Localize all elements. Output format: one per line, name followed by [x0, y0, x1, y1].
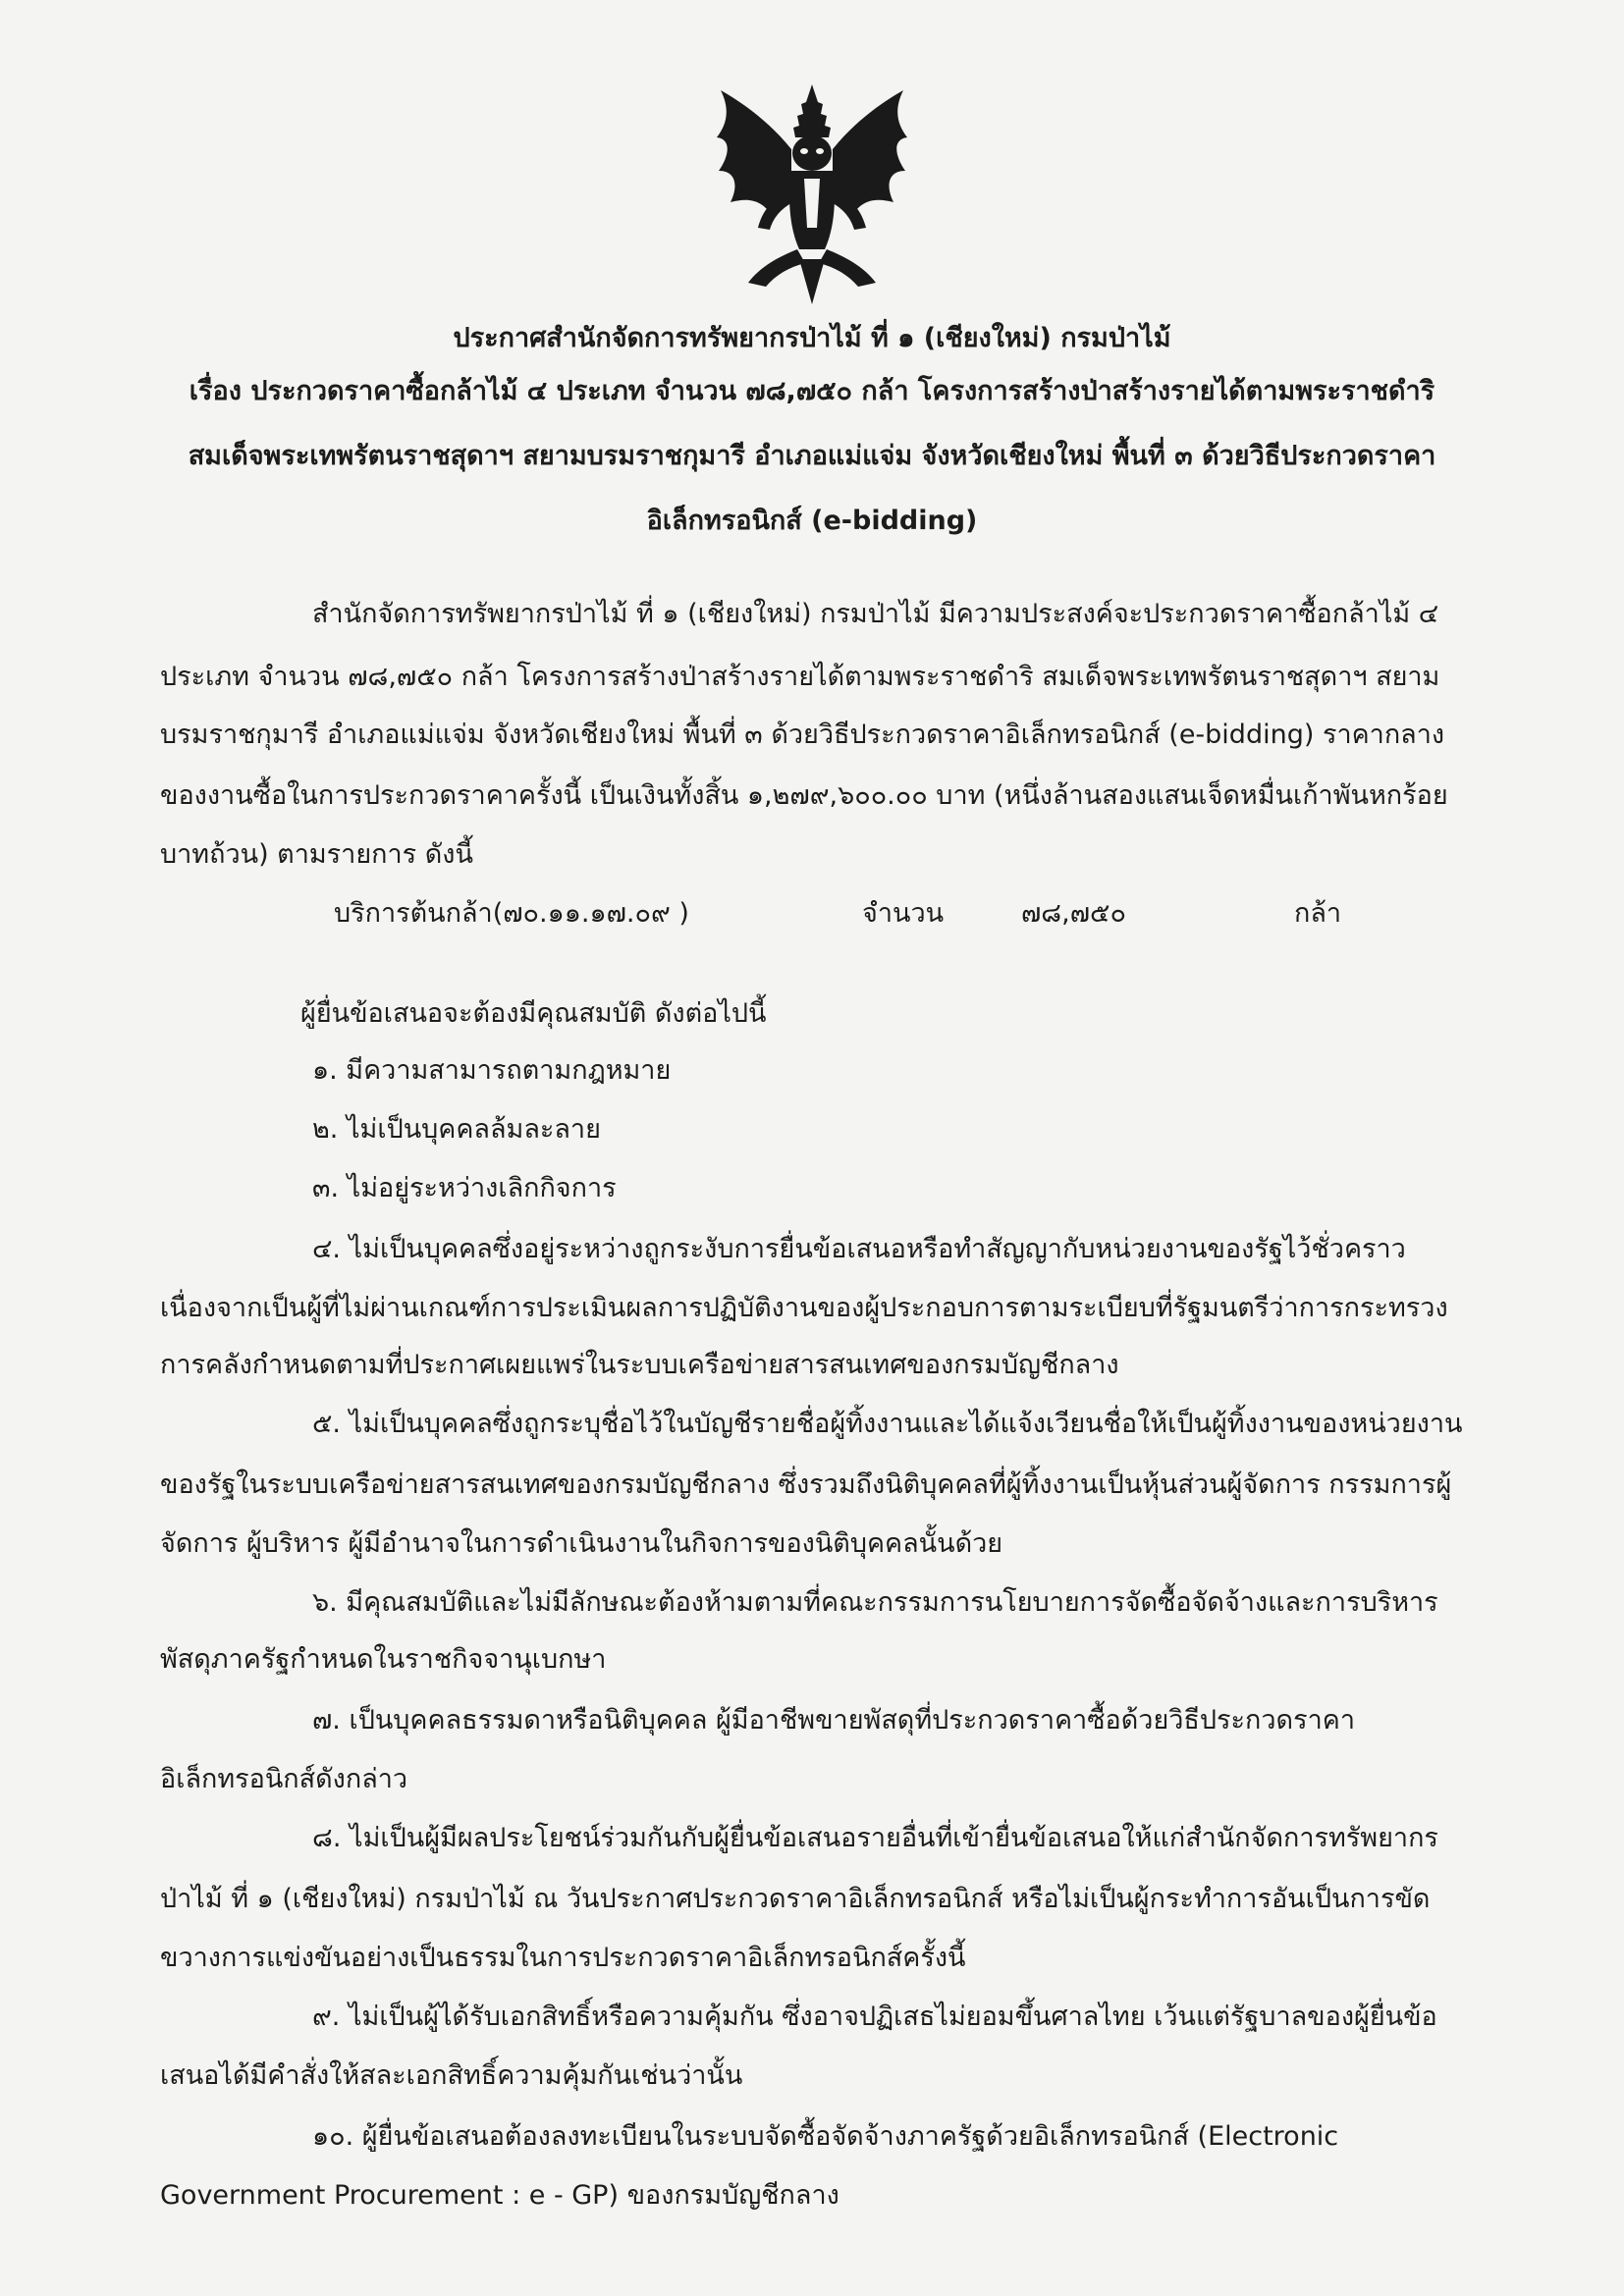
- qualification-1: ๑. มีความสามารถตามกฎหมาย: [312, 1055, 672, 1086]
- qualification-8-line-3: ขวางการแข่งขันอย่างเป็นธรรมในการประกวดราคาอิเล็กทรอนิกส์ครั้งนี้: [160, 1943, 966, 1973]
- qualification-7-line-2: อิเล็กทรอนิกส์ดังกล่าว: [160, 1764, 408, 1794]
- qualification-6-line-2: พัสดุภาครัฐกำหนดในราชกิจจานุเบกษา: [160, 1644, 607, 1675]
- qualification-2: ๒. ไม่เป็นบุคคลล้มละลาย: [312, 1114, 601, 1145]
- item-qty: ๗๘,๗๕๐: [1021, 898, 1126, 929]
- item-unit: กล้า: [1294, 898, 1342, 929]
- item-qty-label: จำนวน: [862, 898, 945, 929]
- qualification-9-line-1: ๙. ไม่เป็นผู้ได้รับเอกสิทธิ์หรือความคุ้มกัน ซึ่งอาจปฏิเสธไม่ยอมขึ้นศาลไทย เว้นแต่รัฐบาลของผู้ยื่นข้อ: [312, 2002, 1437, 2032]
- qualification-5-line-3: จัดการ ผู้บริหาร ผู้มีอำนาจในการดำเนินงานในกิจการของนิติบุคคลนั้นด้วย: [160, 1528, 1003, 1559]
- intro-line-3: บรมราชกุมารี อำเภอแม่แจ่ม จังหวัดเชียงใหม่ พื้นที่ ๓ ด้วยวิธีประกวดราคาอิเล็กทรอนิกส์ (e-bidding) ราคากลาง: [160, 720, 1445, 750]
- subject-line-2: สมเด็จพระเทพรัตนราชสุดาฯ สยามบรมราชกุมารี อำเภอแม่แจ่ม จังหวัดเชียงใหม่ พื้นที่ ๓ ด้วยวิธีประกวดราคา: [188, 441, 1436, 471]
- qualification-10-line-2: Government Procurement : e - GP) ของกรมบัญชีกลาง: [160, 2180, 839, 2211]
- intro-line-1: สำนักจัดการทรัพยากรป่าไม้ ที่ ๑ (เชียงใหม่) กรมป่าไม้ มีความประสงค์จะประกวดราคาซื้อกล้าไม้ ๔: [312, 599, 1439, 629]
- intro-line-5: บาทถ้วน) ตามรายการ ดังนี้: [160, 839, 473, 870]
- garuda-emblem-icon: [709, 80, 915, 308]
- qualification-4-line-2: เนื่องจากเป็นผู้ที่ไม่ผ่านเกณฑ์การประเมินผลการปฏิบัติงานของผู้ประกอบการตามระเบียบที่รัฐมนตรีว่าการกระทรวง: [160, 1293, 1448, 1323]
- intro-line-2: ประเภท จำนวน ๗๘,๗๕๐ กล้า โครงการสร้างป่าสร้างรายได้ตามพระราชดำริ สมเด็จพระเทพรัตนราชสุดาฯ สยาม: [160, 662, 1440, 692]
- item-name: บริการต้นกล้า(๗๐.๑๑.๑๗.๐๙ ): [334, 898, 689, 929]
- qualification-5-line-1: ๕. ไม่เป็นบุคคลซึ่งถูกระบุชื่อไว้ในบัญชีรายชื่อผู้ทิ้งงานและได้แจ้งเวียนชื่อให้เป็นผู้ทิ้งงานของหน่วยงาน: [312, 1409, 1463, 1439]
- qualification-9-line-2: เสนอได้มีคำสั่งให้สละเอกสิทธิ์ความคุ้มกันเช่นว่านั้น: [160, 2060, 743, 2091]
- qualification-5-line-2: ของรัฐในระบบเครือข่ายสารสนเทศของกรมบัญชีกลาง ซึ่งรวมถึงนิติบุคคลที่ผู้ทิ้งงานเป็นหุ้นส่วนผู้จัดการ กรรมการผู้: [160, 1469, 1452, 1500]
- qualification-10-line-1: ๑๐. ผู้ยื่นข้อเสนอต้องลงทะเบียนในระบบจัดซื้อจัดจ้างภาครัฐด้วยอิเล็กทรอนิกส์ (Electronic: [312, 2121, 1339, 2152]
- intro-line-4: ของงานซื้อในการประกวดราคาครั้งนี้ เป็นเงินทั้งสิ้น ๑,๒๗๙,๖๐๐.๐๐ บาท (หนึ่งล้านสองแสนเจ็ดหมื่นเก้าพันหกร้อย: [160, 780, 1448, 811]
- subject-line-1: เรื่อง ประกวดราคาซื้อกล้าไม้ ๔ ประเภท จำนวน ๗๘,๗๕๐ กล้า โครงการสร้างป่าสร้างรายได้ตามพระราชดำริ: [189, 376, 1435, 406]
- qualification-8-line-1: ๘. ไม่เป็นผู้มีผลประโยชน์ร่วมกันกับผู้ยื่นข้อเสนอรายอื่นที่เข้ายื่นข้อเสนอให้แก่สำนักจัดการทรัพยากร: [312, 1823, 1438, 1853]
- qualification-4-line-3: การคลังกำหนดตามที่ประกาศเผยแพร่ในระบบเครือข่ายสารสนเทศของกรมบัญชีกลาง: [160, 1350, 1119, 1380]
- qualification-4-line-1: ๔. ไม่เป็นบุคคลซึ่งอยู่ระหว่างถูกระงับการยื่นข้อเสนอหรือทำสัญญากับหน่วยงานของรัฐไว้ชั่วคราว: [312, 1234, 1406, 1264]
- subject-line-3: อิเล็กทรอนิกส์ (e-bidding): [646, 506, 978, 536]
- qualification-6-line-1: ๖. มีคุณสมบัติและไม่มีลักษณะต้องห้ามตามที่คณะกรรมการนโยบายการจัดซื้อจัดจ้างและการบริหาร: [312, 1587, 1438, 1618]
- announcement-title: ประกาศสำนักจัดการทรัพยากรป่าไม้ ที่ ๑ (เชียงใหม่) กรมป่าไม้: [453, 323, 1171, 353]
- qualification-7-line-1: ๗. เป็นบุคคลธรรมดาหรือนิติบุคคล ผู้มีอาชีพขายพัสดุที่ประกวดราคาซื้อด้วยวิธีประกวดราคา: [312, 1705, 1355, 1735]
- qualification-8-line-2: ป่าไม้ ที่ ๑ (เชียงใหม่) กรมป่าไม้ ณ วันประกาศประกวดราคาอิเล็กทรอนิกส์ หรือไม่เป็นผู้กระทำการอันเป็นการขัด: [160, 1884, 1431, 1914]
- qualification-3: ๓. ไม่อยู่ระหว่างเลิกกิจการ: [312, 1173, 617, 1203]
- qualifications-heading: ผู้ยื่นข้อเสนอจะต้องมีคุณสมบัติ ดังต่อไปนี้: [300, 998, 767, 1029]
